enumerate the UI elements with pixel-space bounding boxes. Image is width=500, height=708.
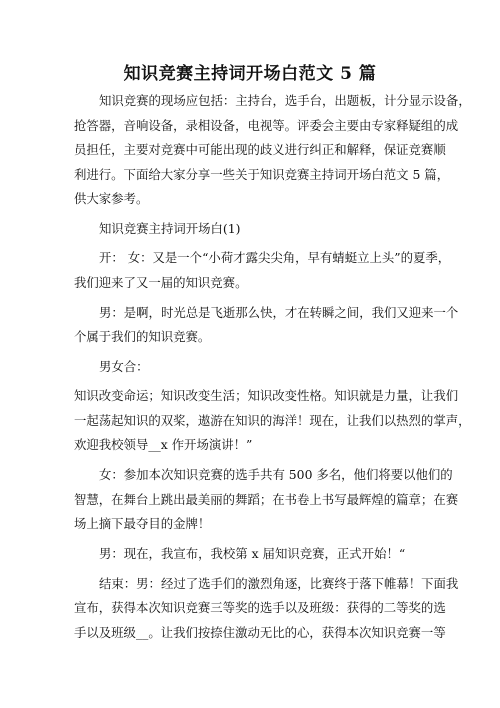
text-line: 男：现在，我宣布，我校第 x 届知识竞赛，正式开始！“ — [99, 545, 406, 561]
text-line: 男女合： — [99, 358, 149, 374]
paragraph — [74, 301, 459, 350]
text-line: 开： 女：又是一个“小荷才露尖尖角，早有蜻蜓立上头”的夏季， — [99, 250, 451, 266]
text-line: 知识竞赛的现场应包括：主持台，选手台，出题板，计分显示设备， — [99, 93, 471, 108]
text-line: 一起荡起知识的双桨，遨游在知识的海洋！现在，让我们以热烈的掌声， — [74, 412, 471, 428]
paragraph — [74, 355, 426, 380]
paragraph — [74, 217, 426, 242]
paragraph — [74, 542, 426, 567]
text-line: 我们迎来了又一届的知识竞赛。 — [74, 274, 248, 290]
text-line: 欢迎我校领导__x 作开场演讲！” — [74, 437, 253, 453]
document-title: 知识竞赛主持词开场白范文 5 篇 — [123, 64, 377, 84]
text-line: 抢答器，音响设备，录相设备，电视等。评委会主要由专家释疑组的成 — [74, 117, 459, 133]
text-line: 知识竞赛主持词开场白(1) — [99, 220, 241, 236]
text-line: 男：是啊，时光总是飞逝那么快，才在转瞬之间，我们又迎来一个 — [99, 304, 459, 320]
text-line: 员担任，主要对竞赛中可能出现的歧义进行纠正和解释，保证竞赛顺 — [74, 142, 446, 157]
text-line: 宣布，获得本次知识竞赛三等奖的选手以及班级：获得的二等奖的选 — [74, 600, 446, 615]
text-line: 结束：男：经过了选手们的激烈角逐，比赛终于落下帷幕！下面我 — [99, 575, 459, 591]
text-line: 知识改变命运；知识改变生活；知识改变性格。知识就是力量，让我们 — [74, 388, 459, 404]
text-line: 女：参加本次知识竞赛的选手共有 500 多名，他们将要以他们的 — [99, 467, 453, 483]
paragraph — [74, 89, 471, 212]
paragraph — [74, 384, 471, 458]
document-body — [74, 89, 471, 650]
text-line: 场上摘下最夺目的金牌！ — [74, 516, 211, 532]
text-line: 供大家参考。 — [74, 191, 149, 206]
text-line: 利进行。下面给大家分享一些关于知识竞赛主持词开场白范文 5 篇， — [74, 166, 450, 182]
text-line: 智慧，在舞台上跳出最美丽的舞蹈；在书卷上书写最辉煌的篇章；在赛 — [74, 491, 459, 507]
text-line: 手以及班级__。让我们按捺住激动无比的心，获得本次知识竞赛一等 — [74, 624, 446, 640]
paragraph — [74, 463, 459, 537]
paragraph — [74, 572, 459, 646]
text-line: 个属于我们的知识竞赛。 — [74, 329, 211, 345]
paragraph — [74, 246, 451, 295]
